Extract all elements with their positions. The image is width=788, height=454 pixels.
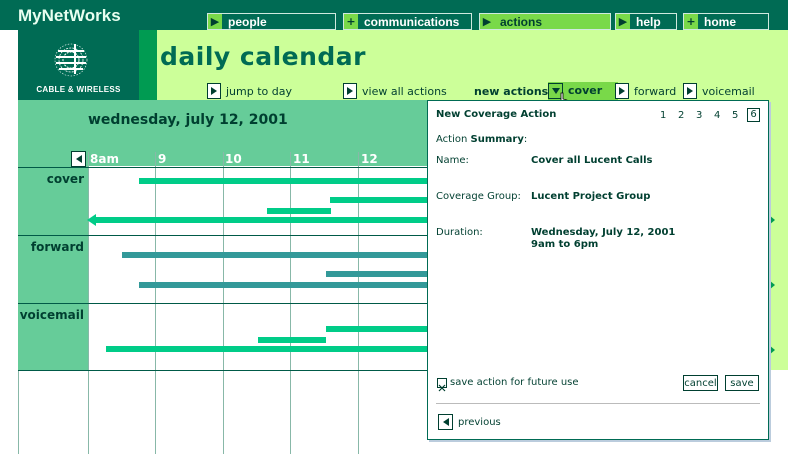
jump-to-day-label: jump to day (226, 84, 292, 98)
hour-label: 9 (158, 152, 167, 166)
new-actions-label: new actions (474, 85, 549, 98)
row-label-cover: cover (46, 172, 84, 186)
duration-label: Duration: (436, 227, 483, 238)
play-icon (683, 83, 697, 99)
hour-label: 12 (361, 152, 378, 166)
jump-to-day-button[interactable] (207, 82, 292, 100)
step-link[interactable]: 3 (696, 110, 703, 121)
plus-icon: + (684, 14, 698, 29)
cover-action-bar[interactable] (267, 208, 331, 214)
save-future-checkbox[interactable] (437, 378, 447, 388)
summary-prefix: Action (436, 134, 471, 145)
divider (436, 403, 760, 404)
group-value: Lucent Project Group (531, 191, 651, 202)
back-icon (75, 154, 83, 164)
summary-suffix: : (523, 134, 528, 145)
voicemail-button[interactable] (683, 82, 755, 100)
arrow-right-icon (769, 280, 775, 290)
nav-people[interactable] (207, 13, 336, 30)
nav-actions[interactable] (479, 13, 611, 30)
forward-label: forward (634, 84, 677, 98)
nav-communications[interactable] (343, 13, 472, 30)
previous-hours-button[interactable] (71, 151, 86, 167)
view-all-actions-button[interactable] (343, 82, 447, 100)
voicemail-action-bar[interactable] (326, 326, 429, 332)
panel-title: New Coverage Action (436, 109, 557, 120)
forward-button[interactable] (615, 82, 676, 100)
brand-name: MyNetWorks (18, 6, 121, 25)
grid-line (18, 370, 19, 454)
voicemail-action-bar[interactable] (106, 346, 429, 352)
step-link[interactable]: 5 (732, 110, 739, 121)
accent-stripe (139, 30, 157, 100)
nav-help[interactable] (615, 13, 677, 30)
name-value: Cover all Lucent Calls (531, 155, 653, 166)
step-link[interactable]: 4 (714, 110, 721, 121)
cover-action-bar[interactable] (139, 178, 429, 184)
group-label: Coverage Group: (436, 191, 521, 202)
nav-communications-label: communications (364, 14, 460, 29)
hour-label: 8am (90, 152, 119, 166)
row-label-voicemail: voicemail (19, 308, 84, 322)
cancel-button[interactable]: cancel (683, 375, 718, 391)
arrow-left-icon (87, 214, 96, 226)
plus-icon: + (344, 14, 358, 29)
forward-action-bar[interactable] (326, 271, 429, 277)
cover-action-bar[interactable] (96, 217, 429, 223)
play-icon: ▶ (480, 14, 494, 29)
arrow-right-icon (769, 345, 775, 355)
play-icon (207, 83, 221, 99)
previous-label[interactable]: previous (458, 417, 501, 428)
nav-help-label: help (636, 14, 661, 29)
logo-text: CABLE & WIRELESS (36, 85, 121, 94)
calendar-date: wednesday, july 12, 2001 (88, 112, 288, 128)
save-button[interactable]: save (725, 375, 759, 391)
arrow-right-icon (769, 215, 775, 225)
nav-people-label: people (228, 14, 267, 29)
hour-label: 10 (225, 152, 242, 166)
forward-action-bar[interactable] (139, 282, 429, 288)
nav-actions-label: actions (500, 14, 543, 29)
current-step[interactable]: 6 (747, 108, 760, 122)
row-label-forward: forward (30, 240, 84, 254)
previous-button[interactable] (438, 414, 453, 430)
play-icon: ▶ (208, 14, 222, 29)
play-icon: ▶ (616, 14, 630, 29)
name-label: Name: (436, 155, 469, 166)
summary-bold: Summary (470, 134, 524, 145)
voicemail-label: voicemail (702, 84, 755, 98)
page-title: daily calendar (160, 42, 367, 71)
nav-home[interactable] (683, 13, 769, 30)
check-x-icon (438, 384, 446, 392)
voicemail-action-bar[interactable] (258, 337, 326, 343)
back-icon (442, 417, 450, 427)
duration-time: 9am to 6pm (531, 239, 599, 250)
summary-heading (436, 134, 527, 145)
save-future-label: save action for future use (450, 377, 579, 388)
step-link[interactable]: 1 (660, 110, 667, 121)
forward-action-bar[interactable] (122, 252, 429, 258)
nav-home-label: home (704, 14, 737, 29)
cover-label: cover (568, 84, 603, 97)
cover-action-bar[interactable] (330, 197, 429, 203)
step-link[interactable]: 2 (678, 110, 685, 121)
play-icon (615, 83, 629, 99)
view-all-actions-label: view all actions (362, 84, 447, 98)
duration-date: Wednesday, July 12, 2001 (531, 227, 676, 238)
globe-icon (18, 30, 139, 85)
new-coverage-action-panel (427, 100, 769, 440)
cable-wireless-logo (18, 30, 139, 100)
play-icon (343, 83, 357, 99)
right-strip (769, 30, 788, 370)
hour-label: 11 (293, 152, 310, 166)
